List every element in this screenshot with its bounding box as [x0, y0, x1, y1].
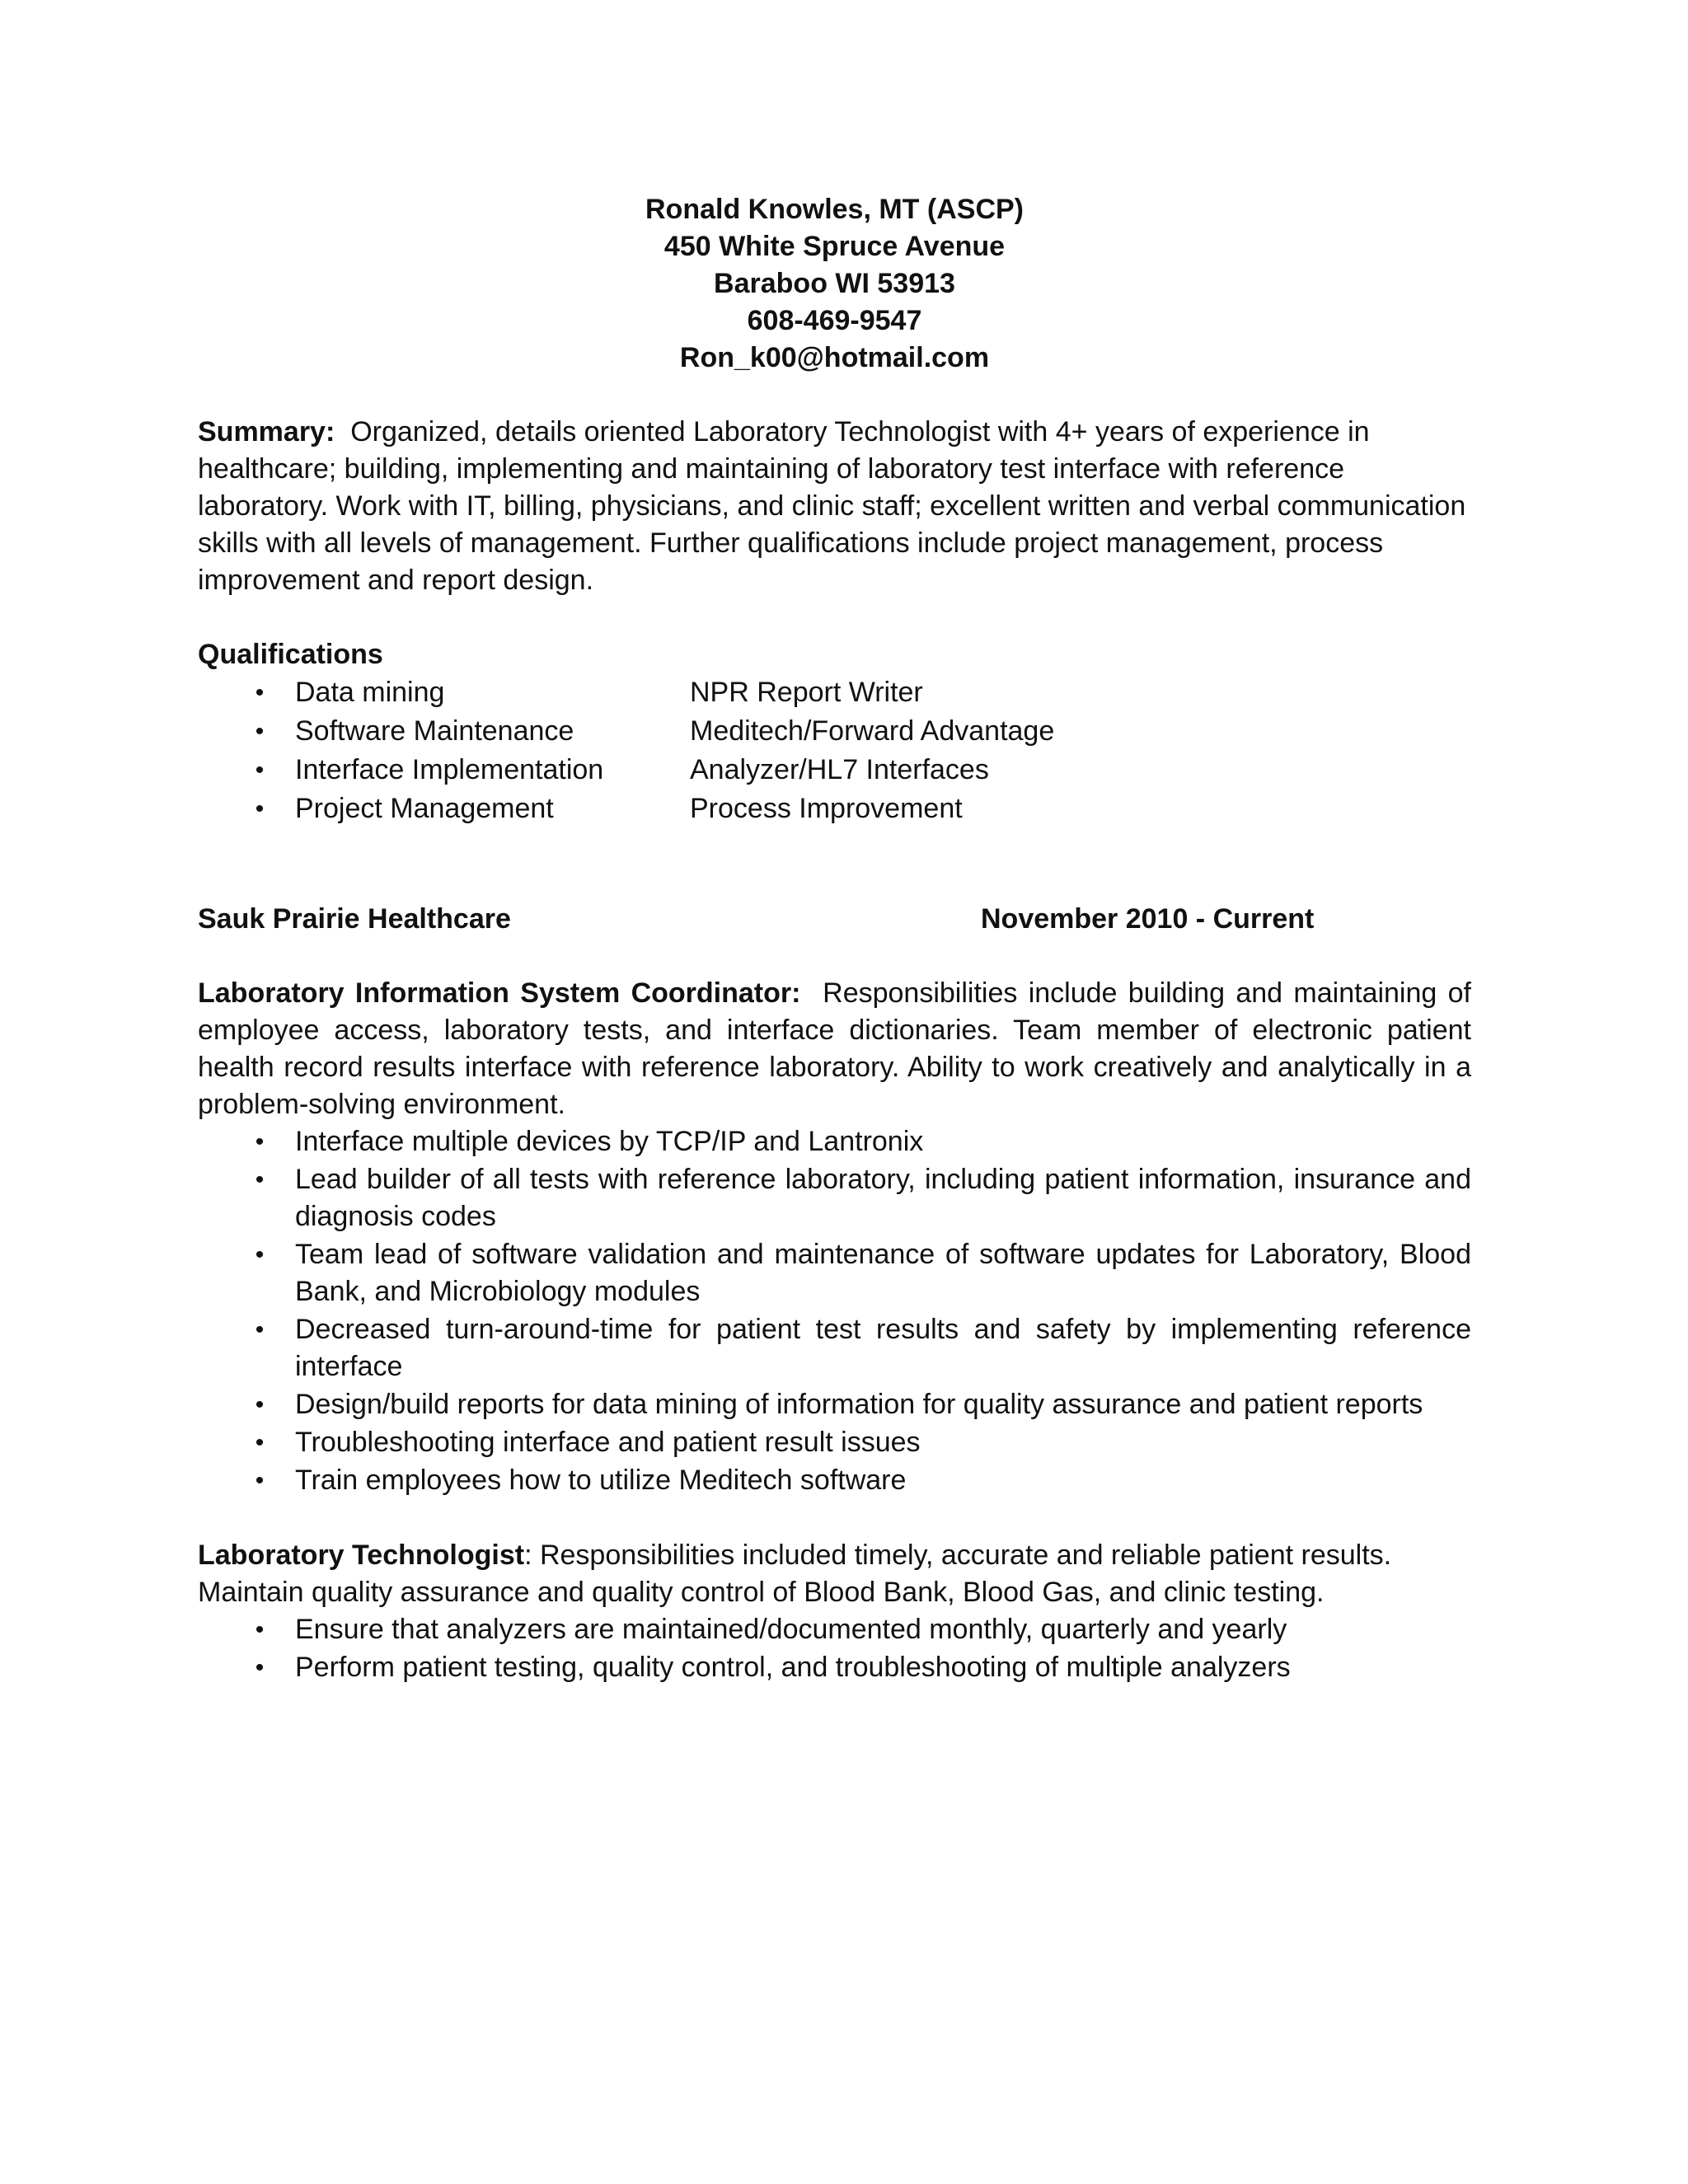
list-item	[198, 1462, 1471, 1499]
summary-text: Organized, details oriented Laboratory Technologist with 4+ years of experience in healthcare; building, implementing and maintaining of laboratory test interface with reference laboratory. Work with IT, billing, physicians, and clinic staff; excellent written and verbal communication skills with all levels of management. Further qualifications include project management, process improvement and report design.	[198, 416, 1466, 596]
qualification-row	[198, 790, 1471, 828]
bullet-text: Design/build reports for data mining of information for quality assurance and patient reports	[295, 1389, 1423, 1420]
list-item	[198, 1123, 1471, 1160]
employment-dates: November 2010 - Current	[981, 903, 1315, 935]
summary-label: Summary:	[198, 416, 335, 448]
qualification-skill: Project Management	[295, 793, 554, 824]
qualification-skill: Data mining	[295, 677, 445, 708]
list-item	[198, 1236, 1471, 1310]
resume-content	[198, 191, 1471, 1687]
bullet-text: Team lead of software validation and maintenance of software updates for Laboratory, Blood Bank, and Microbiology modules	[295, 1239, 1471, 1307]
bullet-icon: •	[255, 1391, 265, 1418]
phone-number: 608-469-9547	[747, 305, 922, 336]
bullet-text: Troubleshooting interface and patient result issues	[295, 1427, 921, 1458]
lis-role-bullets	[198, 1123, 1471, 1499]
contact-header	[198, 191, 1471, 377]
list-item	[198, 1424, 1471, 1461]
bullet-icon: •	[255, 1316, 265, 1343]
qualification-tool: NPR Report Writer	[690, 677, 923, 708]
city-state-zip: Baraboo WI 53913	[714, 268, 955, 299]
tech-role-bullets	[198, 1611, 1471, 1686]
qualification-skill: Interface Implementation	[295, 754, 604, 785]
bullet-text: Lead builder of all tests with reference laboratory, including patient information, insurance and diagnosis codes	[295, 1164, 1471, 1232]
list-item	[198, 1311, 1471, 1385]
bullet-text: Interface multiple devices by TCP/IP and Lantronix	[295, 1126, 924, 1157]
spacer	[198, 1500, 1471, 1537]
qualifications-title: Qualifications	[198, 639, 383, 670]
bullet-icon: •	[255, 1467, 265, 1494]
bullet-icon: •	[255, 679, 265, 706]
tech-role-title: Laboratory Technologist	[198, 1540, 525, 1571]
qualification-skill: Software Maintenance	[295, 715, 574, 747]
lis-role-paragraph	[198, 975, 1471, 1123]
qualification-row	[198, 751, 1471, 790]
bullet-icon: •	[255, 1241, 265, 1268]
tech-role-paragraph	[198, 1537, 1471, 1611]
list-item	[198, 1649, 1471, 1686]
qualification-row	[198, 712, 1471, 751]
bullet-text: Perform patient testing, quality control, and troubleshooting of multiple analyzers	[295, 1652, 1291, 1683]
bullet-icon: •	[255, 1429, 265, 1456]
lis-role-title: Laboratory Information System Coordinator:	[198, 977, 801, 1009]
qualification-tool: Process Improvement	[690, 793, 963, 824]
bullet-icon: •	[255, 1654, 265, 1681]
employer-name: Sauk Prairie Healthcare	[198, 903, 511, 935]
lis-role-text: Responsibilities include building and maintaining of employee access, laboratory tests, and interface dictionaries. Team member of electronic patient health record results interface with reference laboratory. Ability to work creatively and analytically in a problem-solving environment.	[198, 977, 1472, 1120]
qualifications-list	[198, 673, 1471, 828]
bullet-icon: •	[255, 1616, 265, 1643]
job-heading	[198, 901, 1471, 938]
email-address: Ron_k00@hotmail.com	[679, 342, 990, 373]
bullet-icon: •	[255, 718, 265, 745]
bullet-icon: •	[255, 795, 265, 823]
list-item	[198, 1161, 1471, 1235]
tech-role-text: : Responsibilities included timely, accurate and reliable patient results. Maintain quality assurance and quality control of Blood Bank, Blood Gas, and clinic testing.	[198, 1540, 1392, 1608]
list-item	[198, 1611, 1471, 1648]
qualification-tool: Analyzer/HL7 Interfaces	[690, 754, 989, 785]
bullet-text: Decreased turn-around-time for patient test results and safety by implementing reference interface	[295, 1314, 1471, 1382]
bullet-icon: •	[255, 1166, 265, 1193]
spacer	[198, 828, 1471, 901]
list-item	[198, 1386, 1471, 1423]
summary-paragraph	[198, 414, 1471, 599]
bullet-icon: •	[255, 1128, 265, 1155]
street-address: 450 White Spruce Avenue	[663, 231, 1006, 262]
bullet-text: Train employees how to utilize Meditech software	[295, 1465, 907, 1496]
candidate-name: Ronald Knowles, MT (ASCP)	[645, 194, 1024, 225]
spacer	[198, 938, 1471, 975]
bullet-text: Ensure that analyzers are maintained/documented monthly, quarterly and yearly	[295, 1614, 1287, 1645]
bullet-icon: •	[255, 757, 265, 784]
qualification-tool: Meditech/Forward Advantage	[690, 715, 1055, 747]
qualification-row	[198, 673, 1471, 712]
spacer	[198, 599, 1471, 636]
